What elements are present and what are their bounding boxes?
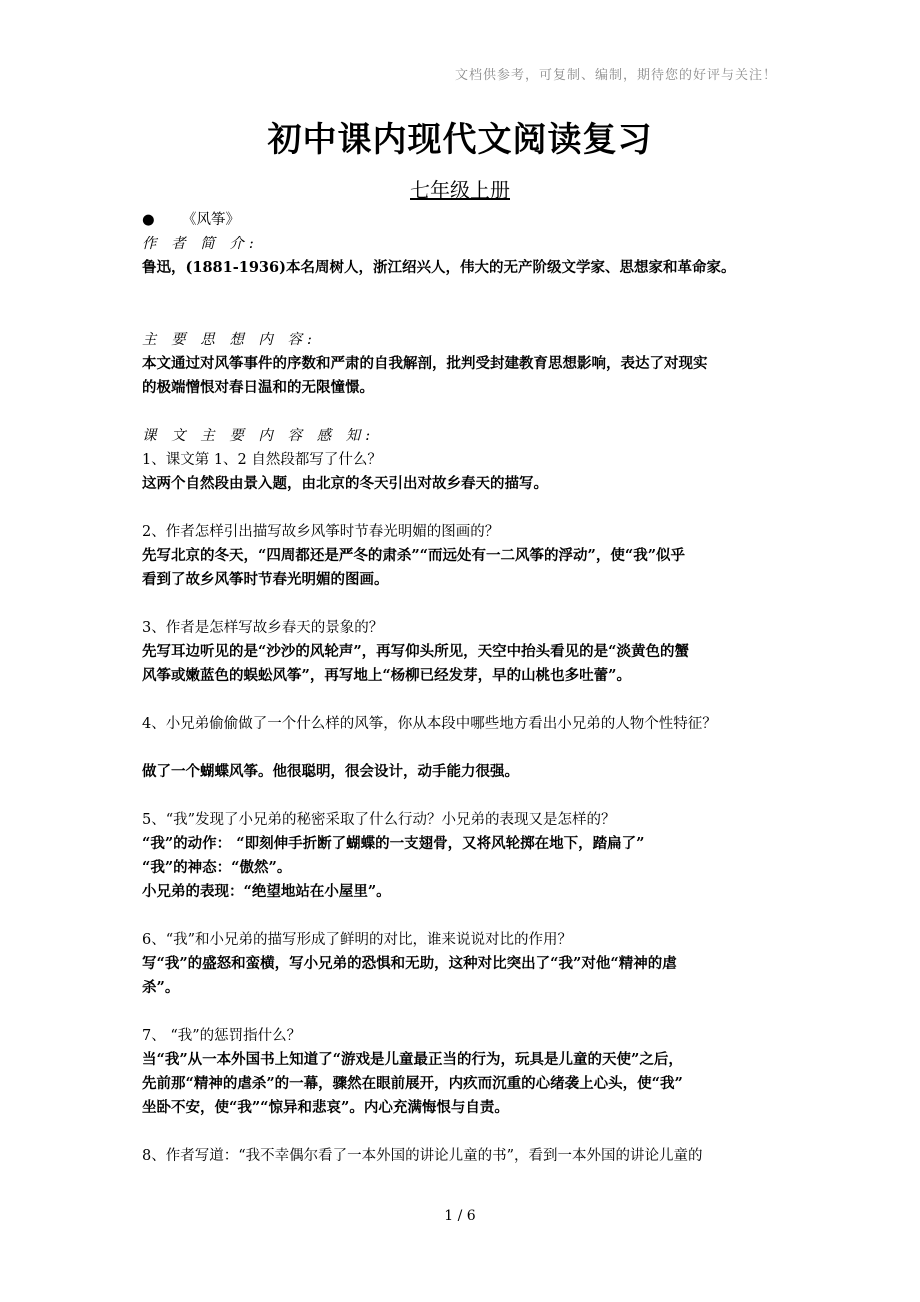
bullet-icon: ● bbox=[142, 212, 155, 228]
page-number: 1 / 6 bbox=[444, 1208, 476, 1224]
question-6: 6、“我”和小兄弟的描写形成了鲜明的对比，谁来说说对比的作用？ bbox=[142, 932, 573, 948]
answer-line: 先前那“精神的虐杀”的一幕，骤然在眼前展开，内疚而沉重的心绪袭上心头，使“我” bbox=[142, 1075, 683, 1092]
question-3: 3、作者是怎样写故乡春天的景象的？ bbox=[142, 620, 384, 636]
answer-line: 小兄弟的表现：“绝望地站在小屋里”。 bbox=[142, 883, 391, 900]
answer-3 bbox=[142, 640, 782, 688]
document-body bbox=[142, 208, 782, 1168]
section-heading bbox=[142, 208, 782, 232]
main-idea-line: 的极端憎恨对春日温和的无限憧憬。 bbox=[142, 379, 374, 396]
answer-line: 写“我”的盛怒和蛮横，写小兄弟的恐惧和无助，这种对比突出了“我”对他“精神的虐 bbox=[142, 955, 677, 972]
answer-line: 坐卧不安，使“我”“惊异和悲哀”。内心充满悔恨与自责。 bbox=[142, 1099, 509, 1116]
question-8: 8、作者写道：“我不幸偶尔看了一本外国的讲论儿童的书”，看到一本外国的讲论儿童的 bbox=[142, 1148, 703, 1164]
question-7: 7、 “我”的惩罚指什么？ bbox=[142, 1028, 302, 1044]
page-subtitle: 七年级上册 bbox=[410, 178, 510, 202]
answer-4: 做了一个蝴蝶风筝。他很聪明，很会设计，动手能力很强。 bbox=[142, 763, 519, 780]
answer-line: “我”的神态：“傲然”。 bbox=[142, 859, 292, 876]
answer-line: 风筝或嫩蓝色的蜈蚣风筝”，再写地上“杨柳已经发芽，早的山桃也多吐蕾”。 bbox=[142, 667, 632, 684]
answer-7 bbox=[142, 1048, 782, 1120]
answer-line: 先写耳边听见的是“沙沙的风轮声”，再写仰头所见，天空中抬头看见的是“淡黄色的蟹 bbox=[142, 643, 690, 660]
author-text: 鲁迅，(1881-1936)本名周树人，浙江绍兴人，伟大的无产阶级文学家、思想家和革命家。 bbox=[142, 259, 736, 276]
answer-5 bbox=[142, 832, 782, 904]
answer-1: 这两个自然段由景入题，由北京的冬天引出对故乡春天的描写。 bbox=[142, 475, 548, 492]
answer-6 bbox=[142, 952, 782, 1000]
answer-line: “我”的动作： “即刻伸手折断了蝴蝶的一支翅骨，又将风轮掷在地下，踏扁了” bbox=[142, 835, 645, 852]
main-idea-line: 本文通过对风筝事件的序数和严肃的自我解剖，批判受封建教育思想影响，表达了对现实 bbox=[142, 355, 708, 372]
answer-line: 看到了故乡风筝时节春光明媚的图画。 bbox=[142, 571, 389, 588]
question-4: 4、小兄弟偷偷做了一个什么样的风筝，你从本段中哪些地方看出小兄弟的人物个性特征？ bbox=[142, 716, 717, 732]
answer-line: 当“我”从一本外国书上知道了“游戏是儿童最正当的行为，玩具是儿童的天使”之后， bbox=[142, 1051, 683, 1068]
main-idea-text bbox=[142, 352, 782, 400]
page-title: 初中课内现代文阅读复习 bbox=[267, 120, 653, 160]
author-label: 作 者 简 介: bbox=[142, 236, 259, 252]
answer-2 bbox=[142, 544, 782, 592]
answer-line: 杀”。 bbox=[142, 979, 180, 996]
header-note: 文档供参考，可复制、编制，期待您的好评与关注！ bbox=[454, 68, 777, 83]
answer-line: 先写北京的冬天，“四周都还是严冬的肃杀”“而远处有一二风筝的浮动”，使“我”似乎 bbox=[142, 547, 686, 564]
perception-label: 课 文 主 要 内 容 感 知: bbox=[142, 428, 376, 444]
main-idea-label: 主 要 思 想 内 容: bbox=[142, 332, 317, 348]
section-name: 《风筝》 bbox=[182, 212, 240, 228]
question-2: 2、作者怎样引出描写故乡风筝时节春光明媚的图画的？ bbox=[142, 524, 500, 540]
question-1: 1、课文第 1、2 自然段都写了什么？ bbox=[142, 452, 382, 468]
question-5: 5、“我”发现了小兄弟的秘密采取了什么行动？小兄弟的表现又是怎样的？ bbox=[142, 812, 616, 828]
